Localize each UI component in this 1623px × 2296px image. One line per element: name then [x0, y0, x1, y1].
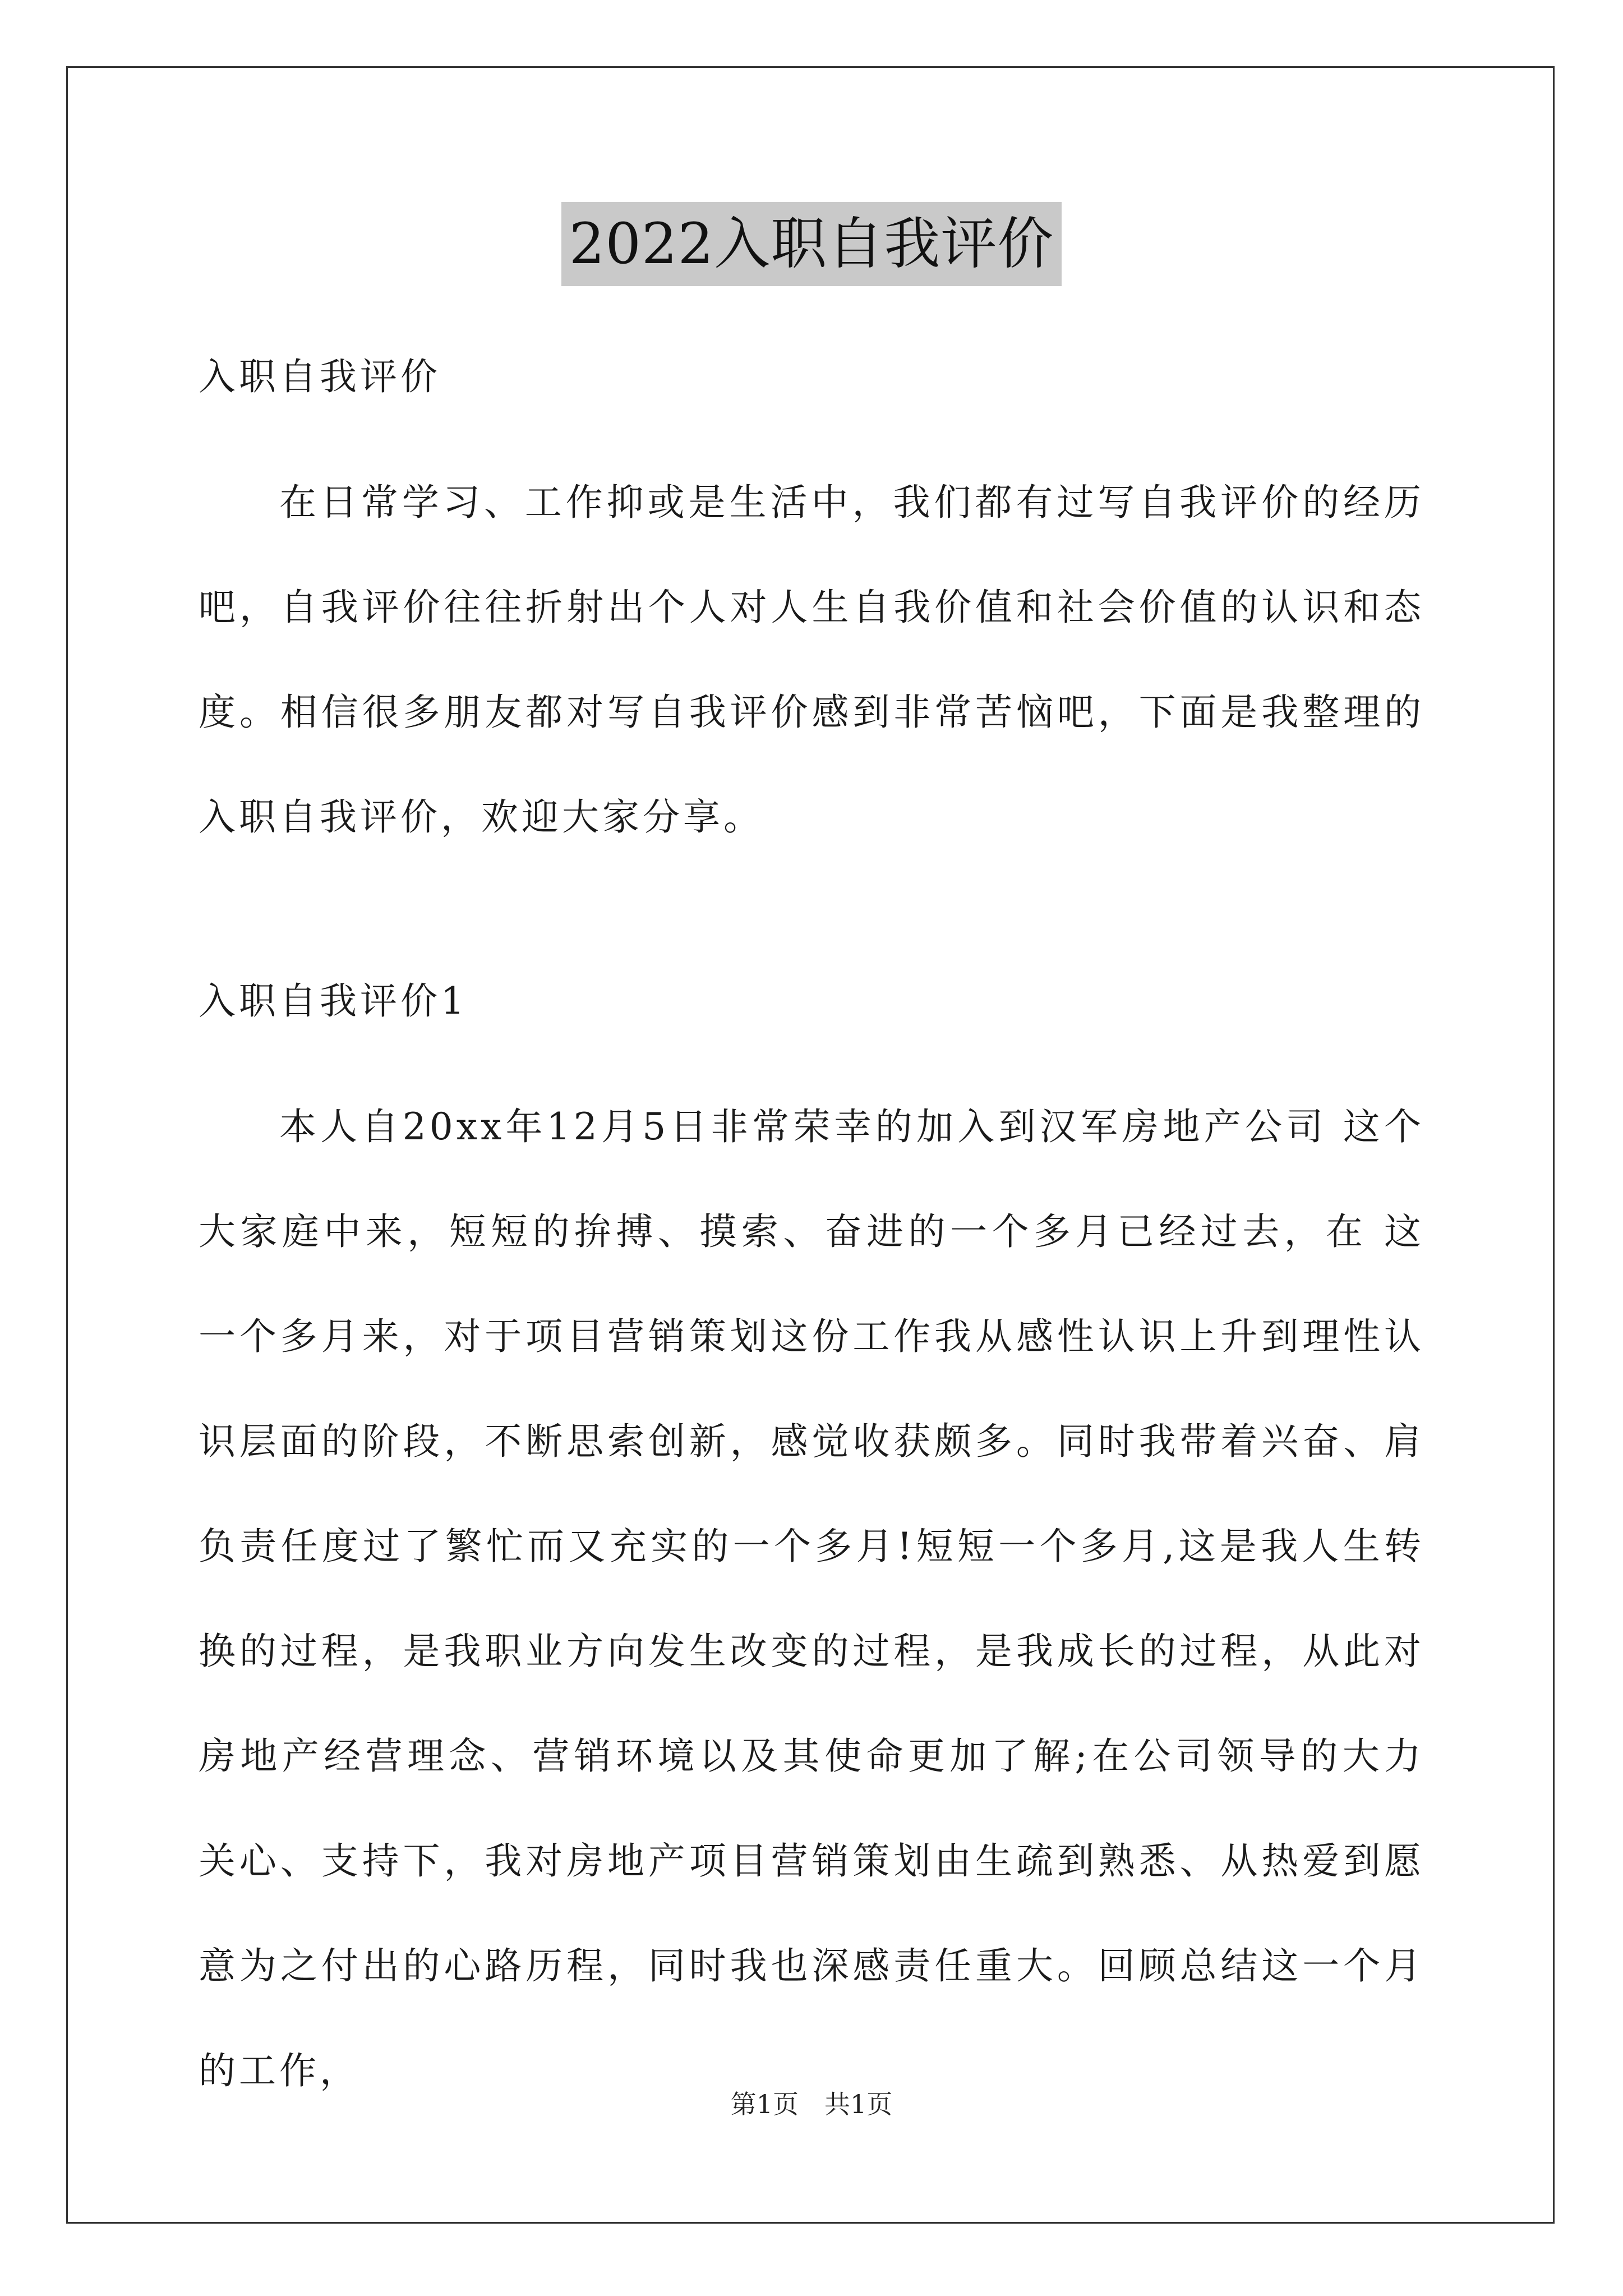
document-title: 2022入职自我评价	[561, 202, 1062, 286]
title-container	[0, 202, 1623, 286]
page-number: 第1页	[730, 2089, 799, 2119]
section-heading: 入职自我评价1	[199, 979, 468, 1023]
document-body	[199, 343, 1424, 2123]
page-footer	[0, 2084, 1623, 2121]
intro-paragraph: 在日常学习、工作抑或是生活中，我们都有过写自我评价的经历吧，自我评价往往折射出个人对人生自我价值和社会价值的认识和态度。相信很多朋友都对写自我评价感到非常苦恼吧，下面是我整理的入职自我评价，欢迎大家分享。	[199, 481, 1424, 839]
section-paragraph: 本人自20xx年12月5日非常荣幸的加入到汉军房地产公司 这个大家庭中来，短短的拚搏、摸索、奋进的一个多月已经过去，在 这一个多月来，对于项目营销策划这份工作我从感性认识上升到理性认识层面的阶段，不断思索创新，感觉收获颇多。同时我带着兴奋、肩负责任度过了繁忙而又充实的一个多月!短短一个多月,这是我人生转换的过程，是我职业方向发生改变的过程，是我成长的过程，从此对房地产经营理念、营销环境以及其使命更加了解;在公司领导的大力关心、支持下，我对房地产项目营销策划由生疏到熟悉、从热爱到愿意为之付出的心路历程，同时我也深感责任重大。回顾总结这一个月的工作，	[199, 1105, 1424, 2092]
intro-heading: 入职自我评价	[199, 355, 441, 398]
page-total: 共1页	[824, 2089, 893, 2119]
